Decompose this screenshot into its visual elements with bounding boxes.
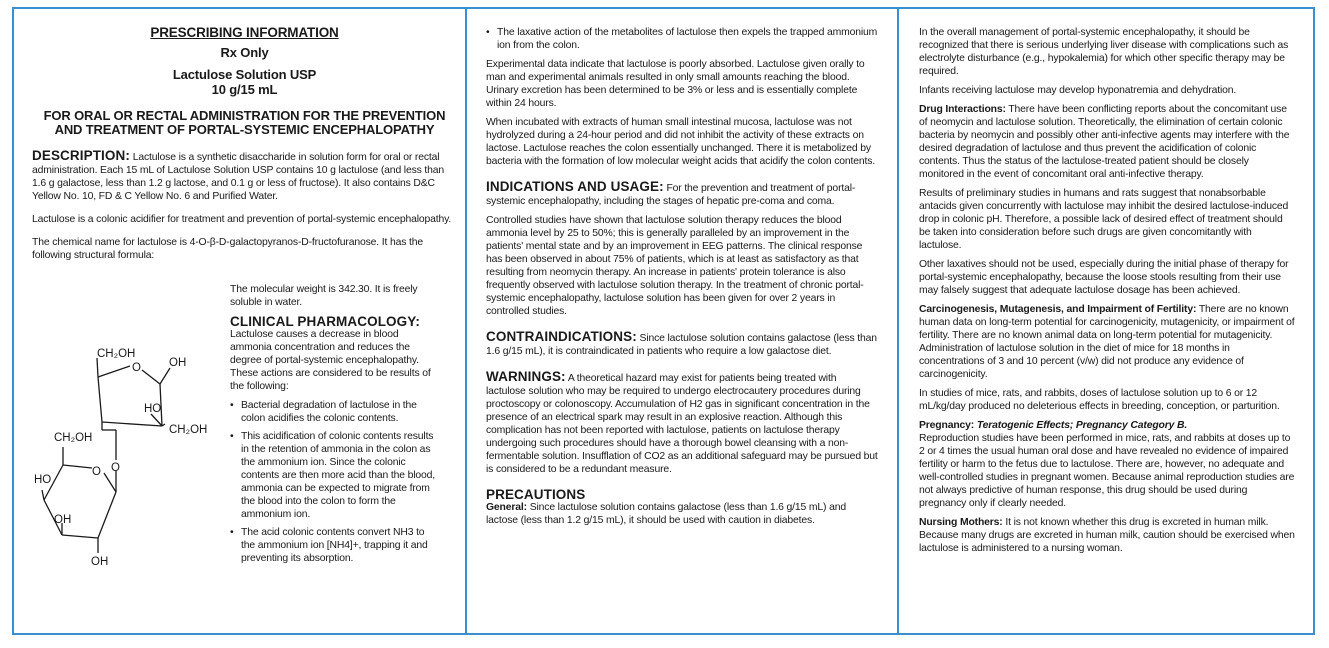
infants-paragraph: Infants receiving lactulose may develop hyponatremia and dehydration. [919, 85, 1237, 96]
product-strength: 10 g/15 mL [211, 82, 278, 97]
column-divider-1 [465, 7, 467, 635]
drug-interactions-paragraph: Drug Interactions: There have been conflicting reports about the concomitant use of neomycin and lactulose solution. Theoretically, the elimination of certain colonic bacteria by neomycin and possibly other anti-infective agents may interfere with the desired degradation of lactulose and thus prevent the acidification of colonic contents. Thus the status of the lactulose-treated patient should be closely monitored in the event of concomitant oral anti-infective therapy. [919, 104, 1290, 180]
lactulose-structural-formula [34, 340, 229, 570]
label-o-link: O [111, 462, 120, 474]
warnings-paragraph: WARNINGS: A theoretical hazard may exist for patients being treated with lactulose solution who may be required to undergo electrocautery procedures during proctoscopy or colonoscopy. Accumulation of H2 gas in significant concentration in the presence of an electrical spark may result in an explosive reaction. Although this complication has not been reported with lactulose, patients on lactulose therapy undergoing such procedures should have a thorough bowel cleansing with a non-fermentable solution. Insufflation of CO2 as an additional safeguard may be pursued but is considered to be a redundant measure. [486, 369, 878, 475]
antacids-paragraph: Results of preliminary studies in humans and rats suggest that nonabsorbable antacids given concurrently with lactulose may inhibit the desired lactulose-induced drop in colonic pH. Therefore, a possible lack of desired effect of treatment should be taken into consideration before such drugs are given concomitantly with lactulose. [919, 188, 1289, 251]
controlled-studies-paragraph: Controlled studies have shown that lactulose solution therapy reduces the blood ammonia level by 25 to 50%; this is generally paralleled by an improvement in the patients' mental state and by an improvement in EEG patterns. The clinical response has been observed in about 75% of patients, which is at least as satisfactory as that resulting from neomycin therapy. An increase in patients' protein tolerance is also frequently observed with lactulose solution therapy. In the treatment of chronic portal-systemic encephalopathy, lactulose solution has been given for over 2 years in controlled studies. [486, 215, 864, 317]
label-ho-mid: HO [144, 403, 162, 415]
document-title: PRESCRIBING INFORMATION [150, 25, 339, 40]
contraindications-heading: CONTRAINDICATIONS: [486, 329, 637, 344]
warnings-heading: WARNINGS: [486, 369, 566, 384]
contraindications-paragraph: CONTRAINDICATIONS: Since lactulose solution contains galactose (less than 1.6 g/15 mL), it is contraindicated in patients who require a low galactose diet. [486, 329, 877, 357]
label-ho-left: HO [34, 474, 52, 486]
label-oh-low: OH [54, 514, 72, 526]
general-label: General: [486, 502, 527, 513]
label-o-ring-1: O [132, 362, 141, 374]
description-paragraph: DESCRIPTION: Lactulose is a synthetic disaccharide in solution form for oral or rectal administration. Each 15 mL of Lactulose Solution USP contains 10 g lactulose (and less than 1.6 g galactose, less than 1.2 g lactose, and 0.1 g or less of fructose). It also contains D&C Yellow No. 10, FD & C Yellow No. 6 and Purified Water. [32, 148, 445, 202]
indications-paragraph: INDICATIONS AND USAGE: For the prevention and treatment of portal-systemic encephalopathy, including the stages of hepatic pre-coma and coma. [486, 179, 856, 207]
clinical-pharmacology-text: Lactulose causes a decrease in blood ammonia concentration and reduces the degree of portal-systemic encephalopathy. These actions are considered to be results of the following: [230, 329, 431, 392]
laxative-bullet: • The laxative action of the metabolites of lactulose then expels the trapped ammonium ion from the colon. [486, 26, 878, 52]
pharmacology-bullet-1: • Bacterial degradation of lactulose in the colon acidifies the colonic contents. [230, 399, 435, 425]
rx-only: Rx Only [220, 45, 269, 60]
label-o-ring-2: O [92, 466, 101, 478]
label-oh-bottom: OH [91, 556, 109, 568]
absorption-paragraph: Experimental data indicate that lactulose is poorly absorbed. Lactulose given orally to man and experimental animals resulted in only small amounts reaching the blood. Urinary excretion has been determined to be 3% or less and is essentially complete within 24 hours. [486, 59, 865, 109]
pregnancy-category: Teratogenic Effects; Pregnancy Category B. [974, 420, 1188, 431]
hydrolysis-paragraph: When incubated with extracts of human small intestinal mucosa, lactulose was not hydrolyzed during a 24-hour period and did not inhibit the activity of these extracts on lactose. Lactulose reaches the colon essentially unchanged. There it is metabolized by bacteria with the formation of low molecular weight acids that acidify the colon contents. [486, 117, 876, 167]
administration-heading: FOR ORAL OR RECTAL ADMINISTRATION FOR THE PREVENTION AND TREATMENT OF PORTAL-SYSTEMIC ENCEPHALOPATHY [43, 108, 446, 137]
management-paragraph: In the overall management of portal-systemic encephalopathy, it should be recognized that there is serious underlying liver disease with complications such as electrolyte disturbance (e.g., hypokalemia) for which other specific therapy may be required. [919, 27, 1289, 77]
carcinogenesis-label: Carcinogenesis, Mutagenesis, and Impairment of Fertility: [919, 304, 1197, 315]
pregnancy-paragraph: Pregnancy: Teratogenic Effects; Pregnancy Category B. Reproduction studies have been performed in mice, rats, and rabbits at doses up to 2 or 4 times the usual human oral dose and have revealed no evidence of impaired fertility or harm to the fetus due to lactulose. There are, however, no adequate and well-controlled studies in pregnant women. Because animal reproduction studies are not always predictive of human response, this drug should be used during pregnancy only if clearly needed. [919, 420, 1295, 509]
indications-heading: INDICATIONS AND USAGE: [486, 179, 664, 194]
clinical-pharmacology-block [230, 283, 435, 570]
label-ch2oh-left: CH₂OH [54, 432, 93, 444]
molecular-weight-text: The molecular weight is 342.30. It is freely soluble in water. [230, 284, 418, 308]
precautions-heading: PRECAUTIONS [486, 487, 586, 502]
column-2 [486, 26, 878, 533]
chemical-name-paragraph: The chemical name for lactulose is 4-O-β-D-galactopyranos-D-fructofuranose. It has the following structural formula: [32, 237, 423, 261]
drug-interactions-label: Drug Interactions: [919, 104, 1006, 115]
general-precautions-paragraph: General: Since lactulose solution contains galactose (less than 1.6 g/15 mL) and lactose (less than 1.2 g/15 mL), it should be used with caution in diabetes. [486, 502, 846, 526]
column-3 [919, 26, 1295, 561]
label-ch2oh-top: CH₂OH [97, 348, 136, 360]
clinical-pharmacology-heading: CLINICAL PHARMACOLOGY: [230, 314, 420, 329]
animal-studies-paragraph: In studies of mice, rats, and rabbits, doses of lactulose solution up to 6 or 12 mL/kg/day produced no deleterious effects in breeding, conception, or parturition. [919, 388, 1280, 412]
carcinogenesis-paragraph: Carcinogenesis, Mutagenesis, and Impairment of Fertility: There are no known human data on long-term potential for carcinogenicity, mutagenicity, or impairment of fertility. There are no known animal data on long-term potential for mutagenicity. Administration of lactulose solution in the diet of mice for 18 months in concentrations of 3 and 10 percent (v/w) did not produce any evidence of carcinogenicity. [919, 304, 1295, 380]
other-laxatives-paragraph: Other laxatives should not be used, especially during the initial phase of therapy for portal-systemic encephalopathy, because the loose stools resulting from their use may falsely suggest that adequate lactulose dosage has been achieved. [919, 259, 1289, 296]
pregnancy-label: Pregnancy: [919, 420, 975, 431]
label-ch2oh-right: CH₂OH [169, 424, 208, 436]
column-divider-2 [897, 7, 899, 635]
nursing-mothers-paragraph: Nursing Mothers: It is not known whether this drug is excreted in human milk. Because many drugs are excreted in human milk, caution should be exercised when lactulose is administered to a nursing woman. [919, 517, 1295, 554]
nursing-mothers-label: Nursing Mothers: [919, 517, 1003, 528]
label-oh-top-right: OH [169, 357, 187, 369]
description-paragraph-2: Lactulose is a colonic acidifier for treatment and prevention of portal-systemic encephalopathy. [32, 214, 452, 225]
description-heading: DESCRIPTION: [32, 148, 130, 163]
pharmacology-bullet-2: • This acidification of colonic contents results in the retention of ammonia in the colon as the ammonium ion. Since the colonic contents are then more acid than the blood, ammonia can be expected to migrate from the blood into the colon to form the ammonium ion. [230, 430, 435, 521]
column-1 [32, 26, 457, 268]
pharmacology-bullet-3: • The acid colonic contents convert NH3 to the ammonium ion [NH4]+, trapping it and preventing its absorption. [230, 526, 435, 565]
product-name: Lactulose Solution USP [172, 67, 317, 82]
